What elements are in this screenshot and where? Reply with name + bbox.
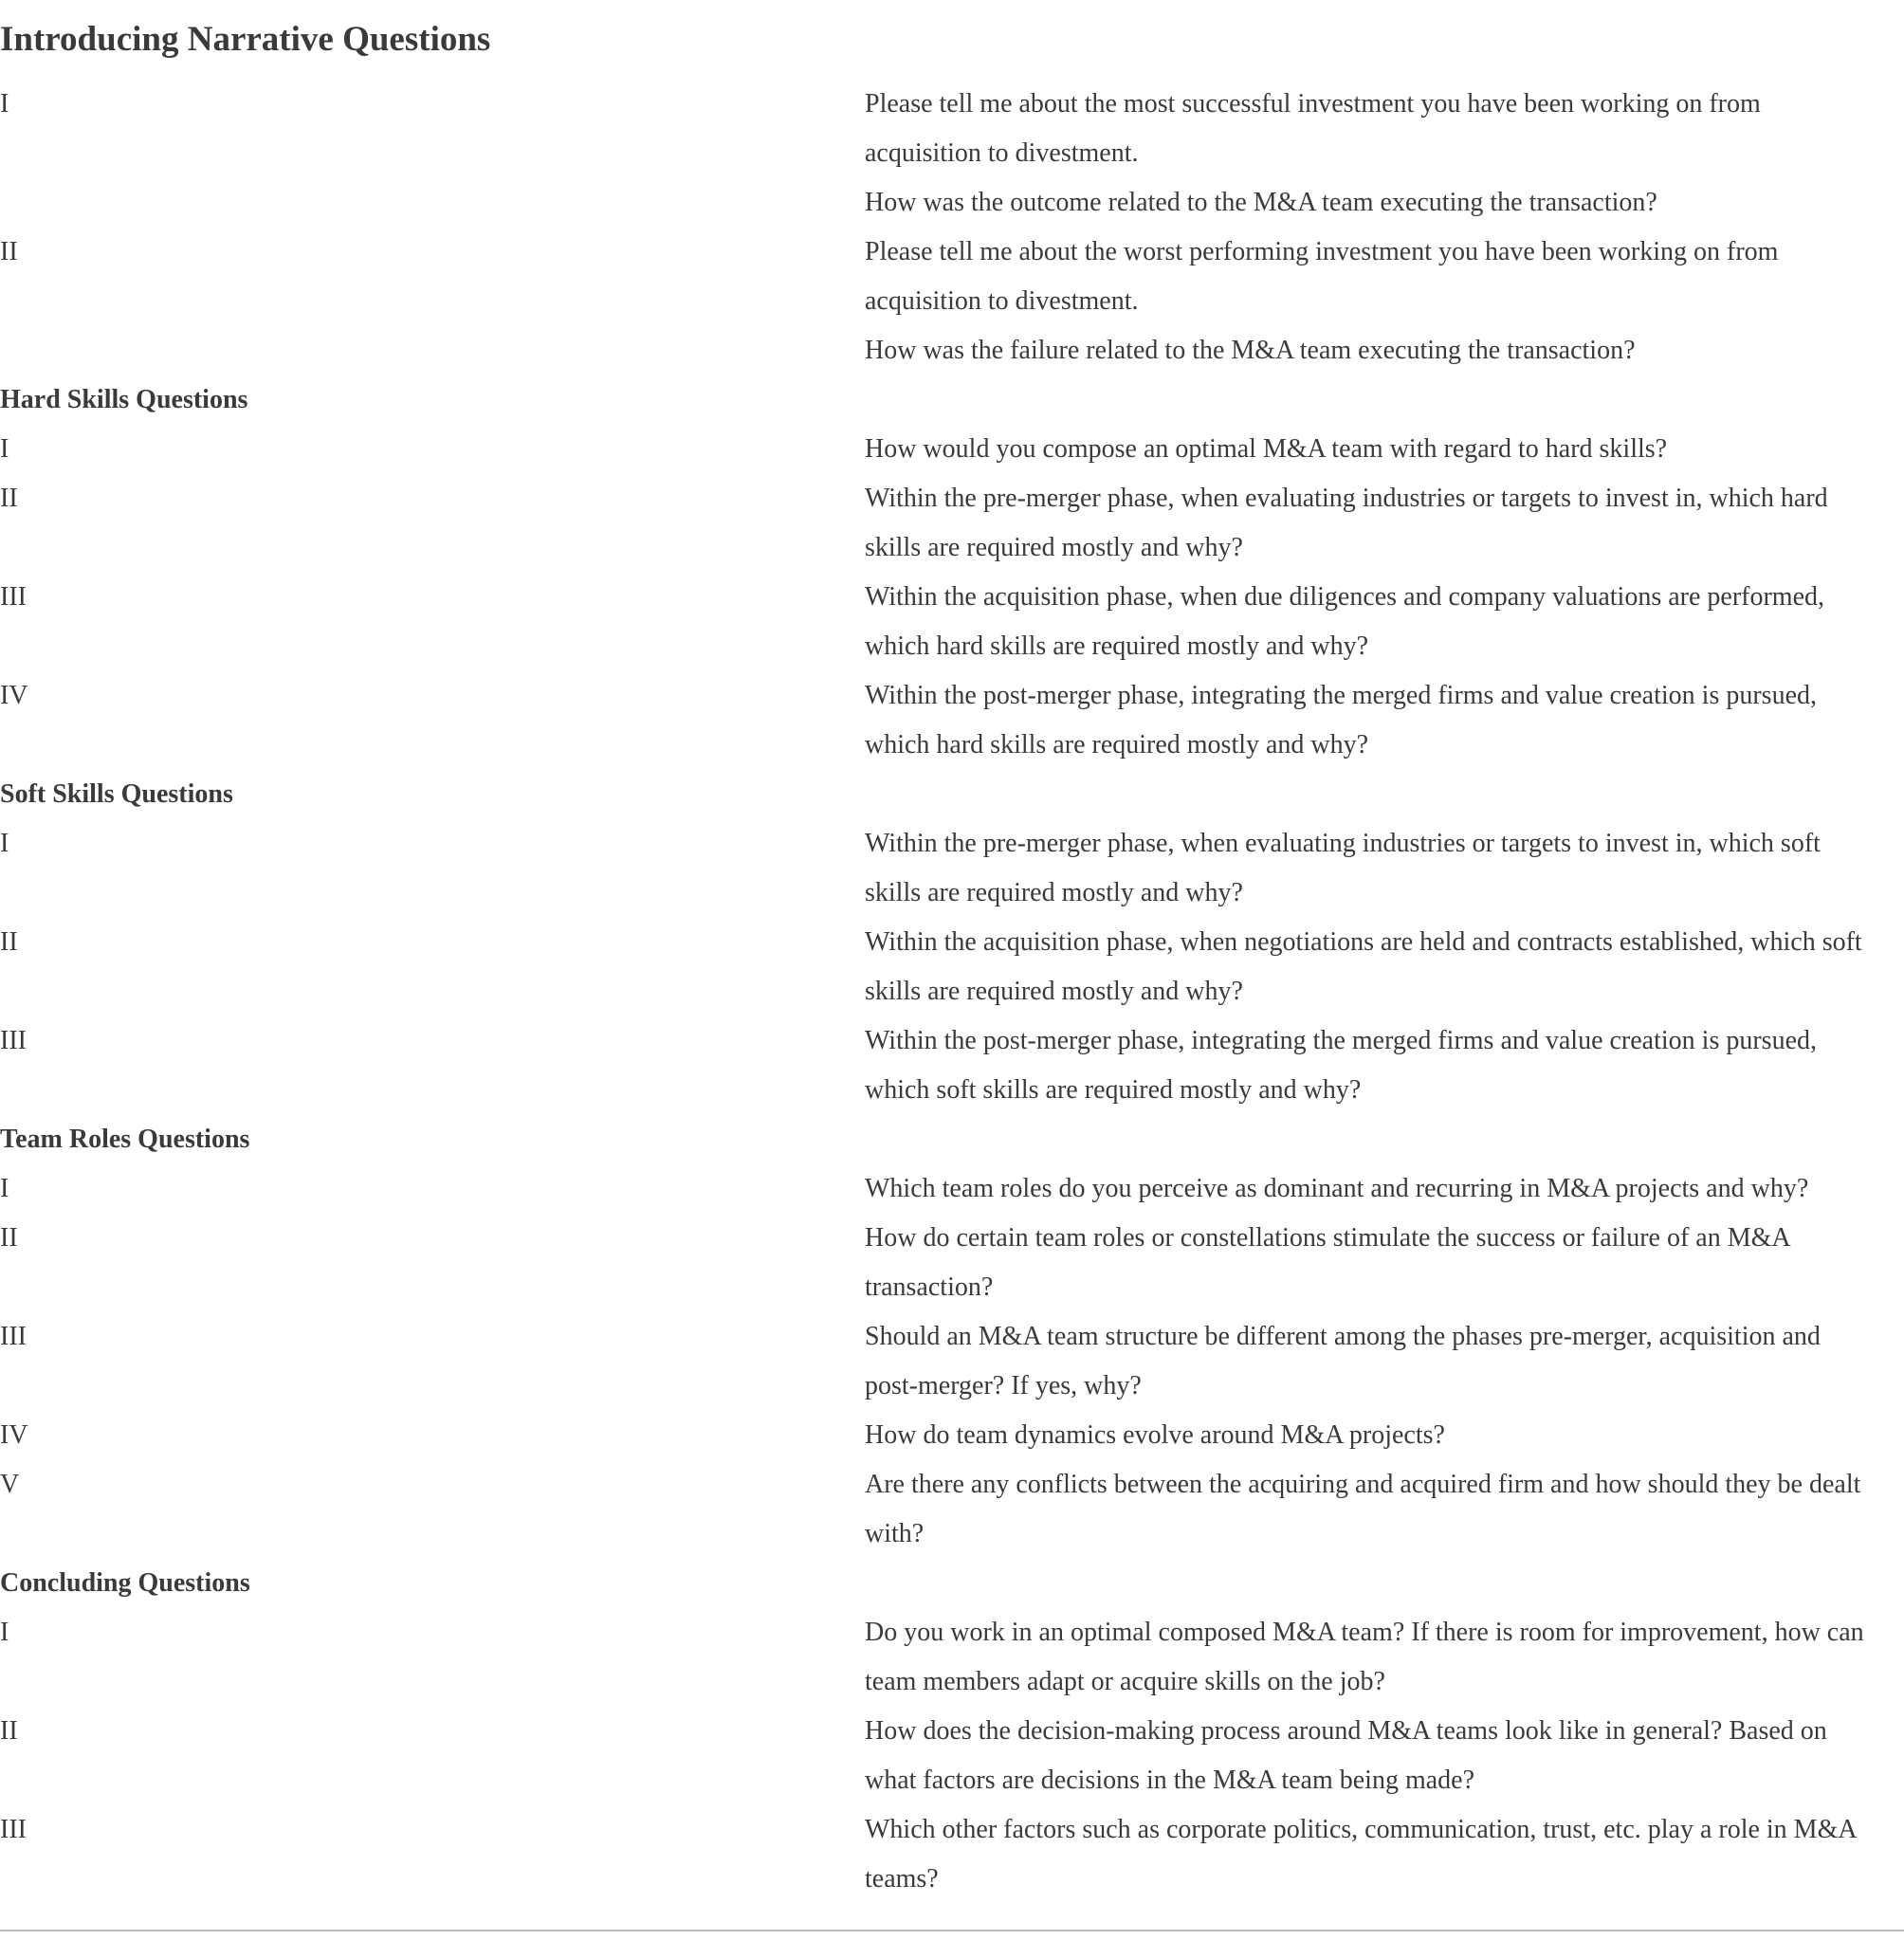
question-text	[865, 1411, 1904, 1460]
section-heading: Soft Skills Questions	[0, 779, 233, 809]
question-number: III	[0, 1322, 27, 1351]
question-number: I	[0, 1174, 9, 1203]
question-text-line: Please tell me about the worst performing investment you have been working on from	[865, 237, 1779, 266]
question-row	[0, 1411, 1904, 1460]
question-text-line: How do certain team roles or constellations stimulate the success or failure of an M&A	[865, 1223, 1791, 1253]
question-text-line: skills are required mostly and why?	[865, 533, 1243, 562]
question-text-line: teams?	[865, 1864, 939, 1894]
question-row	[0, 1214, 1904, 1312]
question-text-line: Which other factors such as corporate politics, communication, trust, etc. play a role in M&A	[865, 1815, 1858, 1844]
question-text-line: skills are required mostly and why?	[865, 878, 1243, 907]
question-text-line: Within the post-merger phase, integrating the merged firms and value creation is pursued,	[865, 681, 1817, 710]
question-text-line: Should an M&A team structure be different among the phases pre-merger, acquisition and	[865, 1322, 1821, 1351]
question-text	[865, 1016, 1904, 1115]
question-text-line: acquisition to divestment.	[865, 286, 1139, 316]
question-text-line: How do team dynamics evolve around M&A projects?	[865, 1420, 1445, 1450]
questions-table	[0, 80, 1904, 1904]
question-text	[865, 228, 1904, 375]
question-text-line: Which team roles do you perceive as dominant and recurring in M&A projects and why?	[865, 1174, 1809, 1203]
question-text-line: How would you compose an optimal M&A team with regard to hard skills?	[865, 434, 1668, 464]
question-text-line: what factors are decisions in the M&A team being made?	[865, 1766, 1475, 1795]
question-number: I	[0, 829, 9, 858]
question-text	[865, 819, 1904, 918]
question-row	[0, 671, 1904, 770]
question-text-line: Please tell me about the most successful investment you have been working on from	[865, 89, 1761, 119]
question-row	[0, 425, 1904, 474]
question-text	[865, 1805, 1904, 1904]
question-text	[865, 918, 1904, 1016]
question-row	[0, 573, 1904, 671]
question-text	[865, 1707, 1904, 1805]
question-text	[865, 1608, 1904, 1707]
question-text-line: transaction?	[865, 1272, 994, 1302]
table-bottom-rule	[0, 1930, 1904, 1931]
section-heading: Team Roles Questions	[0, 1125, 250, 1154]
question-text-line: which soft skills are required mostly and why?	[865, 1075, 1362, 1105]
question-number: I	[0, 434, 9, 464]
question-number: II	[0, 1716, 18, 1746]
question-number: IV	[0, 1420, 28, 1450]
question-text	[865, 573, 1904, 671]
question-row	[0, 819, 1904, 918]
question-text-line: How was the failure related to the M&A team executing the transaction?	[865, 336, 1636, 365]
question-number: I	[0, 89, 9, 119]
question-text	[865, 425, 1904, 474]
question-number: III	[0, 1815, 27, 1844]
question-text-line: Within the post-merger phase, integrating the merged firms and value creation is pursued,	[865, 1026, 1817, 1055]
question-row	[0, 1016, 1904, 1115]
question-row	[0, 1805, 1904, 1904]
question-text	[865, 1312, 1904, 1411]
question-number: II	[0, 1223, 18, 1253]
question-text-line: Within the pre-merger phase, when evaluating industries or targets to invest in, which hard	[865, 484, 1828, 513]
question-number: V	[0, 1470, 20, 1499]
question-text-line: post-merger? If yes, why?	[865, 1371, 1142, 1400]
section-heading: Hard Skills Questions	[0, 385, 248, 414]
question-text-line: Within the pre-merger phase, when evaluating industries or targets to invest in, which soft	[865, 829, 1821, 858]
question-row	[0, 80, 1904, 228]
question-row	[0, 1460, 1904, 1559]
question-text-line: which hard skills are required mostly and why?	[865, 631, 1369, 661]
question-text-line: Are there any conflicts between the acquiring and acquired firm and how should they be dealt	[865, 1470, 1861, 1499]
question-text-line: skills are required mostly and why?	[865, 977, 1243, 1006]
question-number: IV	[0, 681, 28, 710]
question-number: II	[0, 237, 18, 266]
question-text-line: Do you work in an optimal composed M&A team? If there is room for improvement, how can	[865, 1618, 1864, 1647]
question-row	[0, 1608, 1904, 1707]
question-row	[0, 228, 1904, 375]
question-text	[865, 671, 1904, 770]
question-text	[865, 1164, 1904, 1214]
question-number: I	[0, 1618, 9, 1647]
question-number: III	[0, 582, 27, 612]
question-text-line: How does the decision-making process around M&A teams look like in general? Based on	[865, 1716, 1827, 1746]
question-text	[865, 80, 1904, 228]
question-number: III	[0, 1026, 27, 1055]
question-number: II	[0, 927, 18, 957]
page-title: Introducing Narrative Questions	[0, 20, 491, 59]
question-number: II	[0, 484, 18, 513]
question-text-line: which hard skills are required mostly and why?	[865, 730, 1369, 760]
question-text	[865, 474, 1904, 573]
question-text-line: Within the acquisition phase, when negotiations are held and contracts established, which soft	[865, 927, 1862, 957]
question-row	[0, 1164, 1904, 1214]
question-text-line: with?	[865, 1519, 925, 1548]
question-row	[0, 1312, 1904, 1411]
question-row	[0, 1707, 1904, 1805]
question-text	[865, 1460, 1904, 1559]
section-heading: Concluding Questions	[0, 1568, 250, 1598]
question-text-line: team members adapt or acquire skills on the job?	[865, 1667, 1385, 1696]
question-row	[0, 918, 1904, 1016]
question-text	[865, 1214, 1904, 1312]
question-row	[0, 474, 1904, 573]
question-text-line: acquisition to divestment.	[865, 138, 1139, 168]
question-text-line: Within the acquisition phase, when due diligences and company valuations are performed,	[865, 582, 1825, 612]
question-text-line: How was the outcome related to the M&A team executing the transaction?	[865, 188, 1657, 217]
